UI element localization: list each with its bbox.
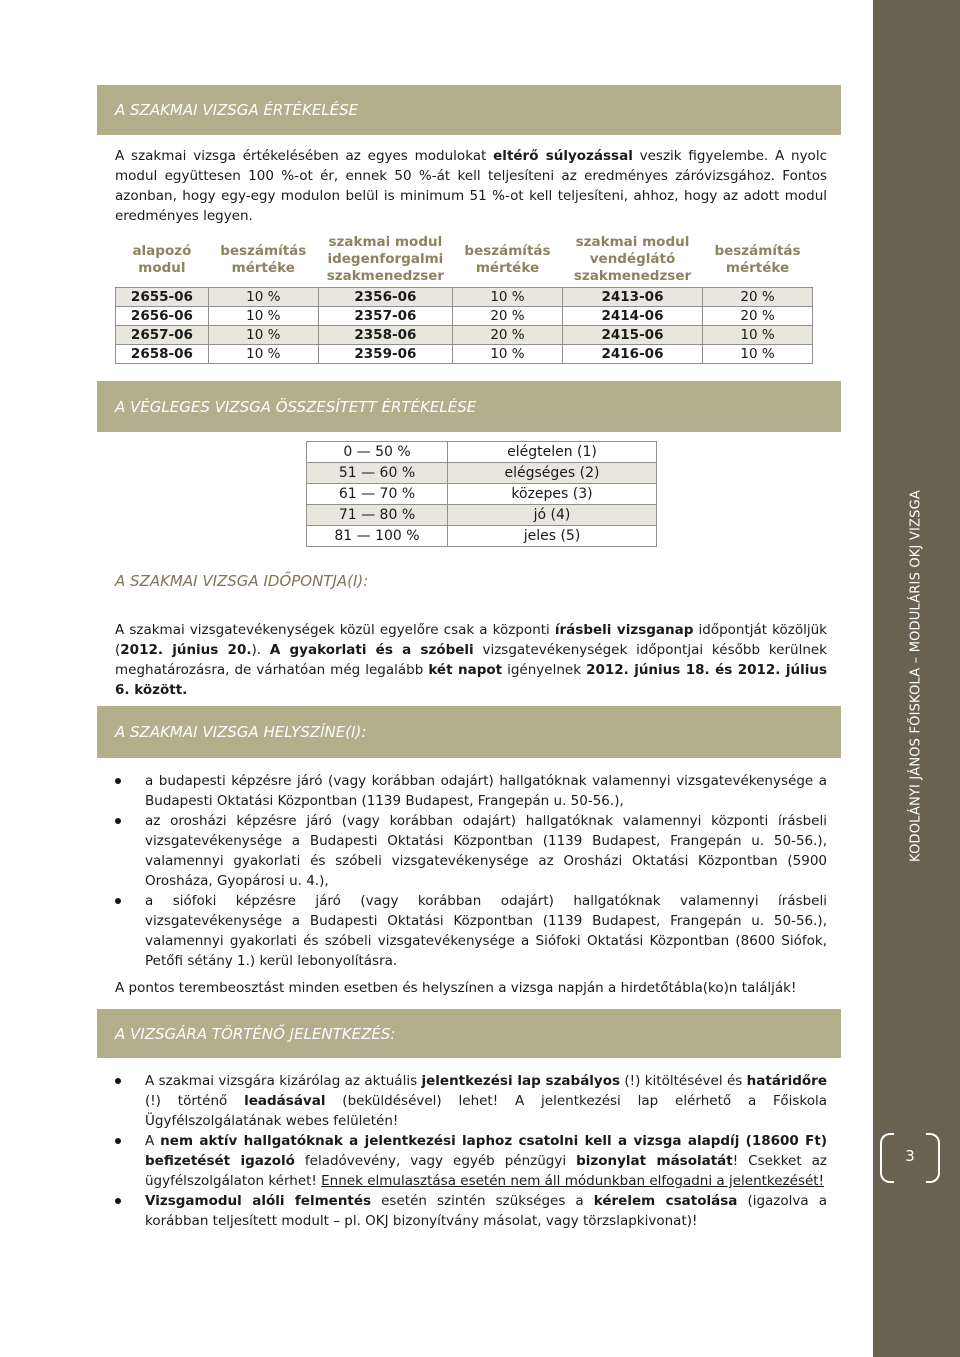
bold-text: két napot: [428, 662, 503, 678]
header-cell: alapozó modul: [116, 232, 209, 288]
text: A szakmai vizsgatevékenységek közül egyelőre csak a központi: [115, 622, 555, 638]
section-heading-locations: [97, 706, 841, 758]
cell: 71 — 80 %: [307, 505, 448, 526]
underlined-text: Ennek elmulasztása esetén nem áll módunkban elfogadni a jelentkezését!: [321, 1173, 825, 1189]
text: ! Csekket az ügyfélszolgálaton kérhet!: [145, 1153, 827, 1189]
list-item: [115, 1071, 827, 1131]
dates-paragraph: [115, 620, 827, 700]
section-heading-final-evaluation: [97, 381, 841, 432]
text: A szakmai vizsgára kizárólag az aktuális: [145, 1073, 422, 1089]
table-row: [116, 326, 813, 345]
bold-text: jelentkezési lap szabályos: [421, 1073, 621, 1089]
grade-scale-table: [306, 441, 657, 547]
sidebar-title: KODOLÁNYI JÁNOS FŐISKOLA – MODULÁRIS OKJ VIZSGA: [908, 490, 924, 862]
module-weight-table: [115, 232, 813, 364]
bullet-icon: [115, 898, 121, 904]
header-cell: szakmai modul idegenforgalmi szakmenedzser: [318, 232, 452, 288]
cell: 61 — 70 %: [307, 484, 448, 505]
list-item: [115, 891, 827, 971]
page-number-box: [880, 1133, 940, 1183]
cell: 2356-06: [318, 288, 452, 307]
registration-list: [115, 1071, 827, 1231]
cell: jó (4): [448, 505, 657, 526]
bold-text: kérelem csatolása: [593, 1193, 738, 1209]
cell: 2658-06: [116, 345, 209, 364]
cell: 20 %: [453, 307, 563, 326]
cell: közepes (3): [448, 484, 657, 505]
bold-text: 2012. június 20.: [120, 642, 252, 658]
cell: 2415-06: [562, 326, 702, 345]
cell: 2413-06: [562, 288, 702, 307]
cell: 10 %: [208, 326, 318, 345]
text: feladóvevény, vagy egyéb pénzügyi: [294, 1153, 577, 1169]
bold-text: eltérő súlyozással: [493, 148, 633, 164]
cell: 10 %: [453, 288, 563, 307]
table-row: [116, 307, 813, 326]
cell: 2655-06: [116, 288, 209, 307]
bold-text: A gyakorlati és a szóbeli: [269, 642, 474, 658]
bold-text: Vizsgamodul alóli felmentés: [145, 1193, 372, 1209]
cell: 10 %: [208, 345, 318, 364]
text: esetén szintén szükséges a: [371, 1193, 594, 1209]
text: vizsgatevékenységek időpontjai később kerülnek meghatározásra, de várhatóan még legalább: [115, 642, 828, 678]
bullet-icon: [115, 778, 121, 784]
header-cell: beszámítás mértéke: [453, 232, 563, 288]
bold-text: határidőre: [746, 1073, 827, 1089]
page-number: 3: [905, 1147, 915, 1165]
section-heading-registration: [97, 1009, 841, 1058]
cell: 10 %: [208, 307, 318, 326]
cell: 10 %: [703, 345, 813, 364]
section-heading-text: A VIZSGÁRA TÖRTÉNŐ JELENTKEZÉS:: [115, 1024, 396, 1043]
table-row: [307, 484, 657, 505]
header-cell: beszámítás mértéke: [208, 232, 318, 288]
text: igényelnek: [502, 662, 587, 678]
text: (!) történő: [145, 1093, 245, 1109]
text: (igazolva a korábban teljesített modult – pl. OKJ bizonyítvány másolat, vagy törzslapkivonat)!: [145, 1193, 827, 1229]
cell: 2357-06: [318, 307, 452, 326]
text: ).: [251, 642, 270, 658]
cell: 10 %: [703, 326, 813, 345]
cell: 2359-06: [318, 345, 452, 364]
cell: 2657-06: [116, 326, 209, 345]
header-cell: szakmai modul vendéglátó szakmenedzser: [562, 232, 702, 288]
text: időpontját közöljük (: [115, 622, 827, 658]
list-item: [115, 811, 827, 891]
bold-text: írásbeli vizsganap: [554, 622, 694, 638]
section-heading-text: A SZAKMAI VIZSGA ÉRTÉKELÉSE: [115, 101, 359, 119]
cell: elégtelen (1): [448, 442, 657, 463]
cell: jeles (5): [448, 526, 657, 547]
cell: 81 — 100 %: [307, 526, 448, 547]
list-item: [115, 771, 827, 811]
header-cell: beszámítás mértéke: [703, 232, 813, 288]
table-row: [307, 463, 657, 484]
section-heading-evaluation: [97, 85, 841, 135]
table-row: [307, 526, 657, 547]
bullet-icon: [115, 1198, 121, 1204]
section-heading-text: A SZAKMAI VIZSGA HELYSZÍNE(I):: [115, 723, 367, 741]
text: a budapesti képzésre járó (vagy korábban odajárt) hallgatóknak valamennyi vizsgatevékenysége a Budapesti Oktatási Központban (1139 Budapest, Frangepán u. 50-56.),: [145, 773, 827, 809]
cell: 2656-06: [116, 307, 209, 326]
cell: 20 %: [703, 288, 813, 307]
list-item: [115, 1191, 827, 1231]
cell: 20 %: [703, 307, 813, 326]
table-row: [307, 442, 657, 463]
cell: 2358-06: [318, 326, 452, 345]
cell: 2416-06: [562, 345, 702, 364]
cell: 51 — 60 %: [307, 463, 448, 484]
cell: 2414-06: [562, 307, 702, 326]
cell: 0 — 50 %: [307, 442, 448, 463]
text: veszik figyelembe. A nyolc modul együttesen 100 %-ot ér, ennek 50 %-át kell teljesíteni az eredményes záróvizsgához. Fontos azonban, hogy egy-egy modulon belül is minimum 51 %-ot kell teljesíteni, ahhoz, hogy az adott modul eredményes legyen.: [115, 148, 827, 224]
cell: 10 %: [208, 288, 318, 307]
bullet-icon: [115, 1078, 121, 1084]
bold-text: bizonylat másolatát: [576, 1153, 733, 1169]
room-note: A pontos terembeosztást minden esetben és helyszínen a vizsga napján a hirdetőtábla(ko)n találják!: [115, 980, 797, 996]
cell: 20 %: [453, 326, 563, 345]
bold-text: nem aktív hallgatóknak a jelentkezési laphoz csatolni kell a vizsga alapdíj (18600 Ft) befizetését igazoló: [145, 1133, 827, 1169]
locations-list: [115, 771, 827, 971]
list-item: [115, 1131, 827, 1191]
bold-text: 2012. június 18. és 2012. július 6. között.: [115, 662, 827, 698]
table-header-row: [116, 232, 813, 288]
cell: 10 %: [453, 345, 563, 364]
table-row: [116, 345, 813, 364]
section-heading-dates: A SZAKMAI VIZSGA IDŐPONTJA(I):: [115, 572, 369, 590]
section-heading-text: A VÉGLEGES VIZSGA ÖSSZESÍTETT ÉRTÉKELÉSE: [115, 397, 477, 416]
text: A: [145, 1133, 161, 1149]
table-row: [116, 288, 813, 307]
bold-text: leadásával: [244, 1093, 326, 1109]
text: a siófoki képzésre járó (vagy korábban odajárt) hallgatóknak valamennyi írásbeli vizsgatevékenysége a Budapesti Oktatási Központban (1139 Budapest, Frangepán u. 50-56.), valamennyi gyakorlati és szóbeli vizsgatevékenysége a Siófoki Oktatási Központban (8600 Siófok, Petőfi sétány 1.) kerül lebonyolításra.: [145, 893, 827, 969]
table-row: [307, 505, 657, 526]
cell: elégséges (2): [448, 463, 657, 484]
bullet-icon: [115, 818, 121, 824]
evaluation-paragraph: [115, 146, 827, 226]
bullet-icon: [115, 1138, 121, 1144]
text: az orosházi képzésre járó (vagy korábban odajárt) hallgatóknak valamennyi központi írásbeli vizsgatevékenysége a Budapesti Oktatási Központban (1139 Budapest, Frangepán u. 50-56.), valamennyi gyakorlati és szóbeli vizsgatevékenysége az Orosházi Oktatási Központban (5900 Orosháza, Gyopárosi u. 4.),: [145, 813, 827, 889]
text: (!) kitöltésével és: [620, 1073, 747, 1089]
text: A szakmai vizsga értékelésében az egyes modulokat: [115, 148, 494, 164]
text: (beküldésével) lehet! A jelentkezési lap elérhető a Főiskola Ügyfélszolgálatának webes felületén!: [145, 1093, 828, 1129]
